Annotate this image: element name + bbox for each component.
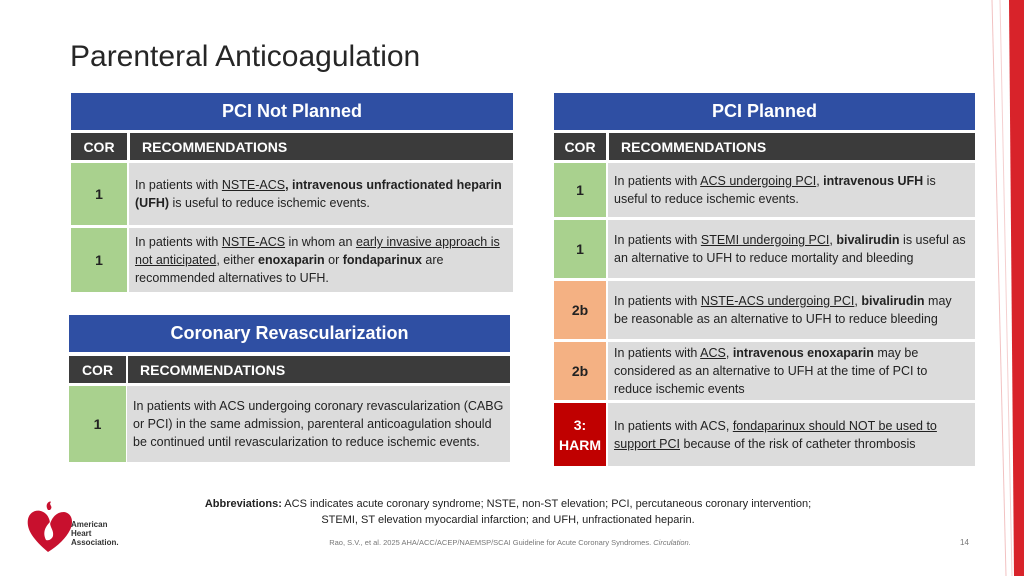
recommendation-text: In patients with STEMI undergoing PCI, bivalirudin is useful as an alternative to UFH to reduce mortality and bleeding: [608, 220, 975, 278]
recommendation-text: In patients with NSTE-ACS, intravenous unfractionated heparin (UFH) is useful to reduce ischemic events.: [129, 163, 513, 225]
recommendation-text: In patients with NSTE-ACS in whom an early invasive approach is not anticipated, either enoxaparin or fondaparinux are recommended alternatives to UFH.: [129, 228, 513, 292]
cor-badge: 2b: [554, 342, 606, 400]
cor-badge: 1: [554, 220, 606, 278]
cor-badge: 1: [69, 386, 126, 462]
recommendations-column-header: RECOMMENDATIONS: [128, 356, 510, 383]
page-title: Parenteral Anticoagulation: [70, 40, 421, 73]
abbreviations-footnote: Abbreviations: ACS indicates acute coronary syndrome; NSTE, non-ST elevation; PCI, percutaneous coronary intervention; STEMI, ST elevation myocardial infarction; and UFH, unfractionated heparin.: [204, 498, 812, 526]
page-number: 14: [960, 538, 969, 547]
cor-harm-badge: 3: HARM: [554, 403, 606, 466]
cor-badge: 1: [71, 163, 127, 225]
cor-column-header: COR: [71, 133, 127, 160]
recommendation-text: In patients with ACS, intravenous enoxaparin may be considered as an alternative to UFH at the time of PCI to reduce ischemic events: [608, 342, 975, 400]
recommendation-text: In patients with ACS undergoing coronary revascularization (CABG or PCI) in the same admission, parenteral anticoagulation should be continued until revascularization to reduce ischemic events.: [127, 386, 510, 462]
recommendation-text: In patients with ACS, fondaparinux should NOT be used to support PCI because of the risk of catheter thrombosis: [608, 403, 975, 466]
recommendation-text: In patients with ACS undergoing PCI, intravenous UFH is useful to reduce ischemic events.: [608, 163, 975, 217]
recommendations-column-header: RECOMMENDATIONS: [609, 133, 975, 160]
pci-not-planned-header: PCI Not Planned: [71, 93, 513, 130]
recommendation-text: In patients with NSTE-ACS undergoing PCI, bivalirudin may be reasonable as an alternative to UFH to reduce bleeding: [608, 281, 975, 339]
citation: Rao, S.V., et al. 2025 AHA/ACC/ACEP/NAEMSP/SCAI Guideline for Acute Coronary Syndromes. Circulation.: [329, 538, 691, 547]
cor-column-header: COR: [69, 356, 126, 383]
coronary-revascularization-header: Coronary Revascularization: [69, 315, 510, 352]
aha-logo-text: American Heart Association.: [71, 520, 119, 547]
recommendations-column-header: RECOMMENDATIONS: [130, 133, 513, 160]
cor-column-header: COR: [554, 133, 606, 160]
cor-badge: 2b: [554, 281, 606, 339]
cor-badge: 1: [554, 163, 606, 217]
pci-planned-header: PCI Planned: [554, 93, 975, 130]
cor-badge: 1: [71, 228, 127, 292]
